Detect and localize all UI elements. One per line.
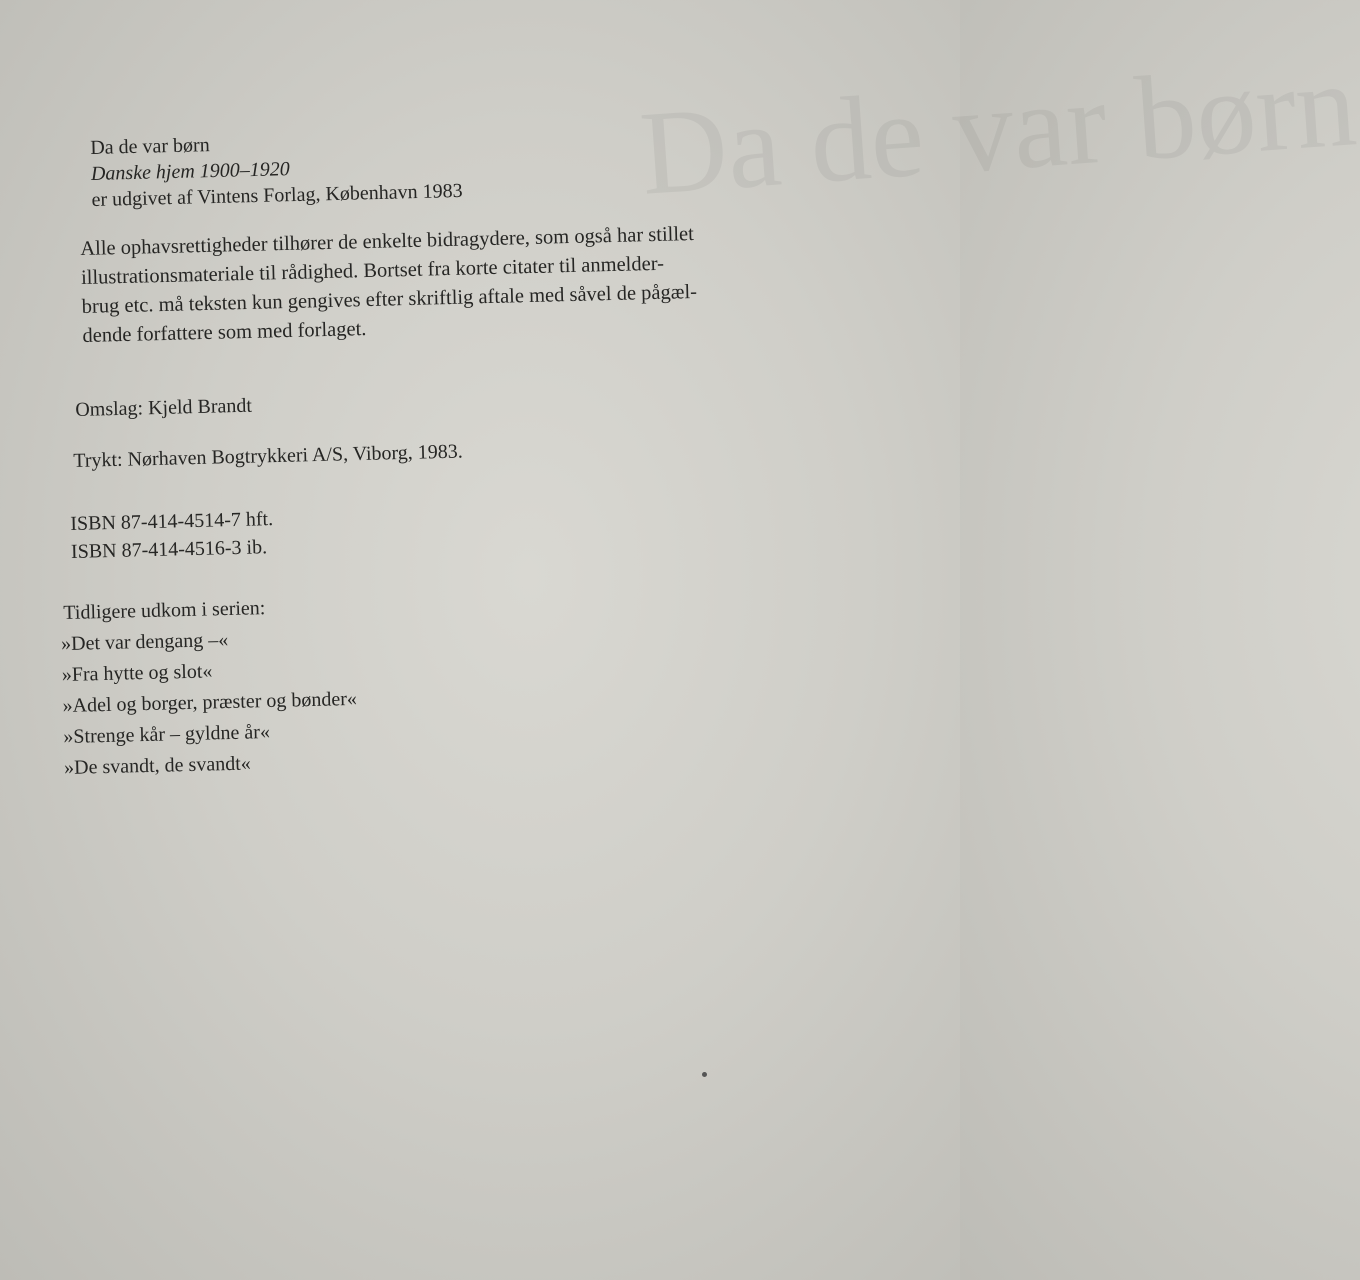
copyright-line: Alle ophavsrettigheder tilhører de enkelte bidragydere, som også har stillet — [80, 223, 695, 260]
series-item: »Adel og borger, præster og bønder« — [62, 687, 358, 718]
series-list — [60, 591, 359, 784]
isbn-hardback: ISBN 87-414-4516-3 ib. — [70, 536, 268, 563]
copyright-notice — [80, 220, 698, 351]
copyright-line: dende forfattere som med forlaget. — [82, 318, 367, 347]
book-title: Da de var børn — [90, 134, 210, 159]
series-item: »Strenge kår – gyldne år« — [63, 720, 271, 749]
isbn-list — [70, 505, 274, 566]
title-block — [90, 126, 463, 213]
paper-speck — [702, 1072, 707, 1077]
publisher-line: er udgivet af Vintens Forlag, København 1983 — [91, 179, 463, 211]
isbn-paperback: ISBN 87-414-4514-7 hft. — [70, 508, 274, 535]
show-through-text: Da de var børn — [636, 37, 1360, 220]
series-heading: Tidligere udkom i serien: — [63, 597, 266, 624]
copyright-line: illustrationsmateriale til rådighed. Bortset fra korte citater til anmelder- — [80, 252, 665, 289]
printer-credit-text: Trykt: Nørhaven Bogtrykkeri A/S, Viborg, 1983. — [73, 440, 464, 472]
printer-credit — [73, 438, 463, 474]
series-item: »Fra hytte og slot« — [61, 660, 213, 687]
series-item: »De svandt, de svandt« — [63, 752, 252, 780]
series-item: »Det var dengang –« — [60, 628, 229, 656]
book-subtitle: Danske hjem 1900–1920 — [90, 158, 291, 185]
cover-credit — [75, 393, 252, 423]
copyright-line: brug etc. må teksten kun gengives efter skriftlig aftale med såvel de pågæl- — [81, 280, 698, 318]
cover-credit-text: Omslag: Kjeld Brandt — [75, 394, 253, 421]
